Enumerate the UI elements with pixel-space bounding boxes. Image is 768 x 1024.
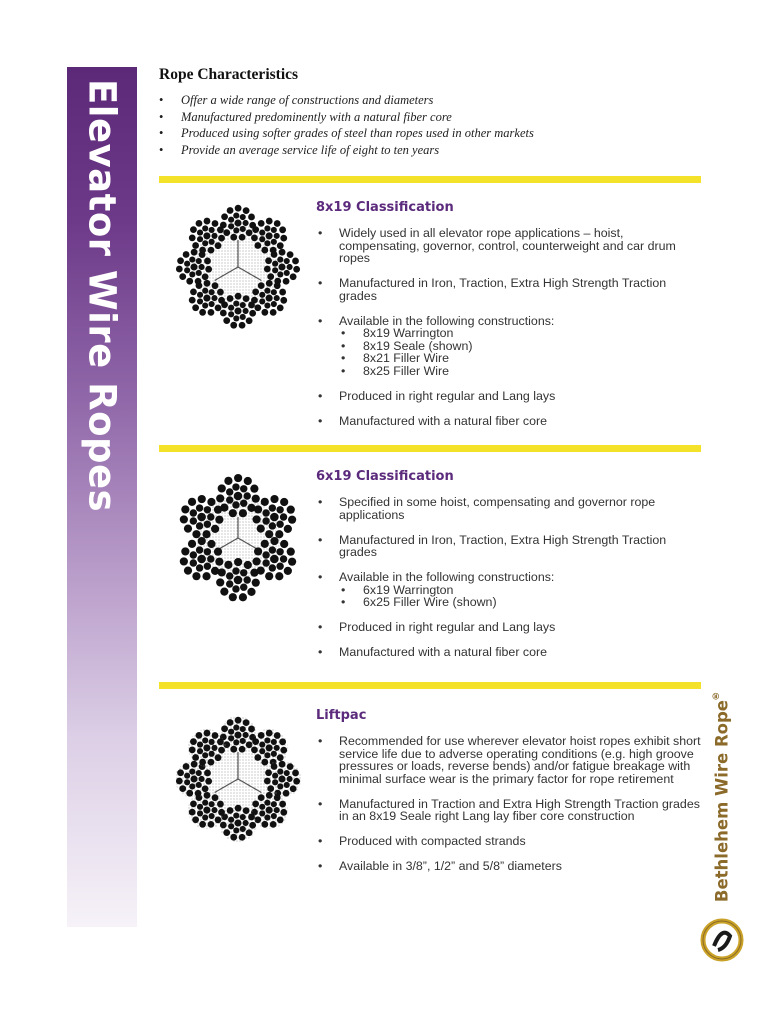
section-heading: Liftpac [316, 708, 367, 723]
rope-8x19-cross-section [173, 202, 303, 332]
rope-6x19-cross-section [173, 473, 303, 603]
list-item: • Offer a wide range of constructions and diameters [159, 92, 719, 109]
section-list [316, 735, 706, 873]
list-item: • Produced in right regular and Lang lays [316, 390, 706, 403]
section-heading: 6x19 Classification [316, 469, 454, 484]
list-item-text: Available in the following constructions: [339, 313, 555, 328]
construction-item: • 6x19 Warrington [339, 584, 706, 597]
section-heading: 8x19 Classification [316, 200, 454, 215]
section-content [316, 469, 706, 671]
list-item: • Provide an average service life of eight to ten years [159, 142, 719, 159]
list-item-text: Available in the following constructions: [339, 570, 555, 584]
section-list [316, 496, 706, 659]
intro-heading: Rope Characteristics [159, 66, 299, 83]
section-divider [159, 445, 701, 452]
construction-item: • 6x25 Filler Wire (shown) [339, 596, 706, 609]
list-item: • Manufactured in Iron, Traction, Extra High Strength Traction grades [316, 277, 706, 302]
brand-logo-icon [700, 918, 744, 962]
constructions-list [339, 327, 706, 377]
list-item: • Manufactured in Iron, Traction, Extra High Strength Traction grades [316, 534, 706, 559]
list-item: • Recommended for use wherever elevator hoist ropes exhibit short service life due to adverse operating conditions (e.g. high groove pressures or loads, reverse bends) and/or fatigue breakage with minimal surface wear is the primary factor for rope retirement [316, 735, 706, 785]
list-item: • Manufactured with a natural fiber core [316, 415, 706, 428]
constructions-list [339, 584, 706, 609]
section-divider [159, 682, 701, 689]
sidebar-band [67, 67, 137, 927]
list-item: • Available in 3/8”, 1/2” and 5/8” diameters [316, 860, 706, 873]
list-item: • Manufactured in Traction and Extra High Strength Traction grades in an 8x19 Seale right Lang lay fiber core construction [316, 798, 706, 823]
list-item [316, 571, 706, 609]
section-content [316, 708, 706, 885]
section-divider [159, 176, 701, 183]
section-list [316, 227, 706, 427]
list-item: • Specified in some hoist, compensating and governor rope applications [316, 496, 706, 521]
list-item: • Produced using softer grades of steel than ropes used in other markets [159, 125, 719, 142]
rope-characteristics [159, 66, 719, 158]
brand-block [696, 690, 746, 970]
list-item: • Produced in right regular and Lang lays [316, 621, 706, 634]
rope-strand [188, 729, 226, 767]
intro-list [159, 92, 719, 158]
list-item: • Produced with compacted strands [316, 835, 706, 848]
list-item: • Widely used in all elevator rope applications – hoist, compensating, governor, control, counterweight and car drum ropes [316, 227, 706, 265]
list-item [316, 315, 706, 378]
construction-item: • 8x21 Filler Wire [339, 352, 706, 365]
section-content [316, 200, 706, 440]
page-title: Elevator Wire Ropes [80, 79, 124, 513]
construction-item: • 8x19 Seale (shown) [339, 340, 706, 353]
brand-name: Bethlehem Wire Rope® [710, 690, 732, 903]
construction-item: • 8x19 Warrington [339, 327, 706, 340]
list-item: • Manufactured predominently with a natural fiber core [159, 109, 719, 126]
construction-item: • 8x25 Filler Wire [339, 365, 706, 378]
list-item: • Manufactured with a natural fiber core [316, 646, 706, 659]
rope-liftpac-cross-section [173, 714, 303, 844]
